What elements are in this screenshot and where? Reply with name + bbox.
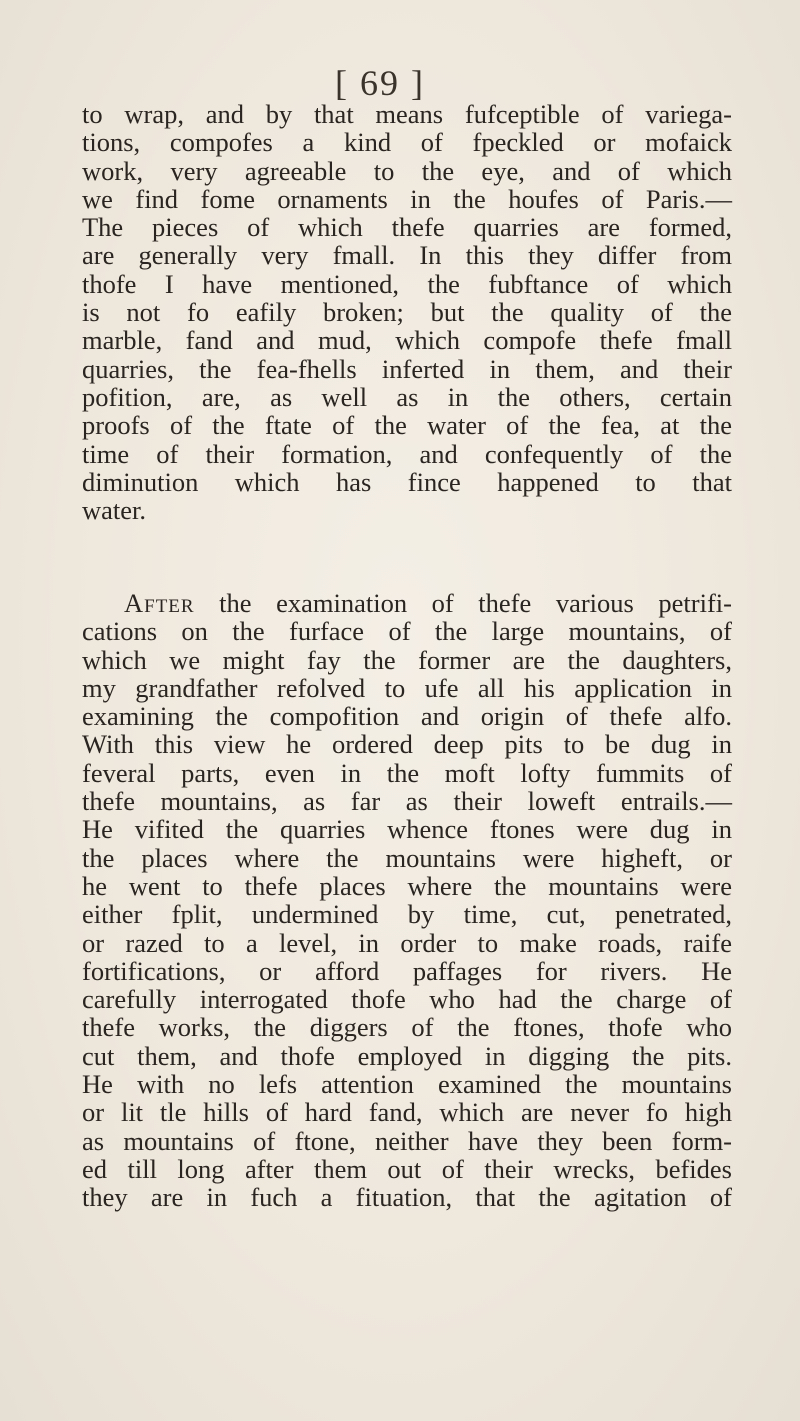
text-line: they are in fuch a fituation, that the agitation of (82, 1182, 732, 1213)
text-line: He with no lefs attention examined the mountains (82, 1069, 732, 1100)
text-line: With this view he ordered deep pits to be dug in (82, 729, 732, 760)
text-line: tions, compofes a kind of fpeckled or mofaick (82, 127, 732, 158)
text-line: ed till long after them out of their wrecks, befides (82, 1153, 732, 1184)
text-line: quarries, the fea-fhells inferted in them, and their (82, 353, 732, 384)
text-line: proofs of the ftate of the water of the fea, at the (82, 410, 732, 441)
text-line: examining the compofition and origin of thefe alfo. (82, 701, 732, 732)
text-line: are generally very fmall. In this they differ from (82, 240, 732, 271)
text-line: he went to thefe places where the mountains were (82, 870, 732, 901)
text-line: carefully interrogated thofe who had the charge of (82, 984, 732, 1015)
page-number: [ 69 ] (335, 63, 425, 103)
text-line: or lit tle hills of hard fand, which are never fo high (82, 1097, 732, 1128)
text-line: pofition, are, as well as in the others, certain (82, 381, 732, 412)
text-line: work, very agreeable to the eye, and of which (82, 155, 732, 186)
lead-word: After (124, 588, 195, 618)
text-line: thofe I have mentioned, the fubftance of which (82, 268, 732, 299)
text-line: cut them, and thofe employed in digging the pits. (82, 1040, 732, 1071)
text-line: as mountains of ftone, neither have they been form- (82, 1125, 732, 1156)
text-line: the places where the mountains were higheft, or (82, 842, 732, 873)
text-line: or razed to a level, in order to make roads, raife (82, 927, 732, 958)
paragraph-2-first-line (82, 589, 732, 617)
text-line: time of their formation, and confequently of the (82, 438, 732, 469)
text-line: thefe works, the diggers of the ftones, thofe who (82, 1012, 732, 1043)
text-line: is not fo eafily broken; but the quality of the (82, 297, 732, 328)
text-line: which we might fay the former are the daughters, (82, 644, 732, 675)
text-line: fortifications, or afford paffages for rivers. He (82, 955, 732, 986)
text-line: He vifited the quarries whence ftones were dug in (82, 814, 732, 845)
text-line: to wrap, and by that means fufceptible of variega- (82, 99, 732, 129)
first-line-rest: the examination of thefe various petrifi- (194, 588, 732, 618)
paragraph-2 (82, 589, 732, 1212)
text-line: we find fome ornaments in the houfes of Paris.— (82, 183, 732, 214)
text-line: cations on the furface of the large mountains, of (82, 616, 732, 647)
text-line: either fplit, undermined by time, cut, penetrated, (82, 899, 732, 930)
paragraph-1 (82, 100, 732, 524)
text-line: my grandfather refolved to ufe all his application in (82, 672, 732, 703)
text-line: marble, fand and mud, which compofe thefe fmall (82, 325, 732, 356)
text-line: feveral parts, even in the moft lofty fummits of (82, 757, 732, 788)
text-line: The pieces of which thefe quarries are formed, (82, 212, 732, 243)
text-line: thefe mountains, as far as their loweft entrails.— (82, 786, 732, 817)
text-line: water. (82, 495, 147, 526)
text-line: diminution which has fince happened to that (82, 466, 732, 497)
